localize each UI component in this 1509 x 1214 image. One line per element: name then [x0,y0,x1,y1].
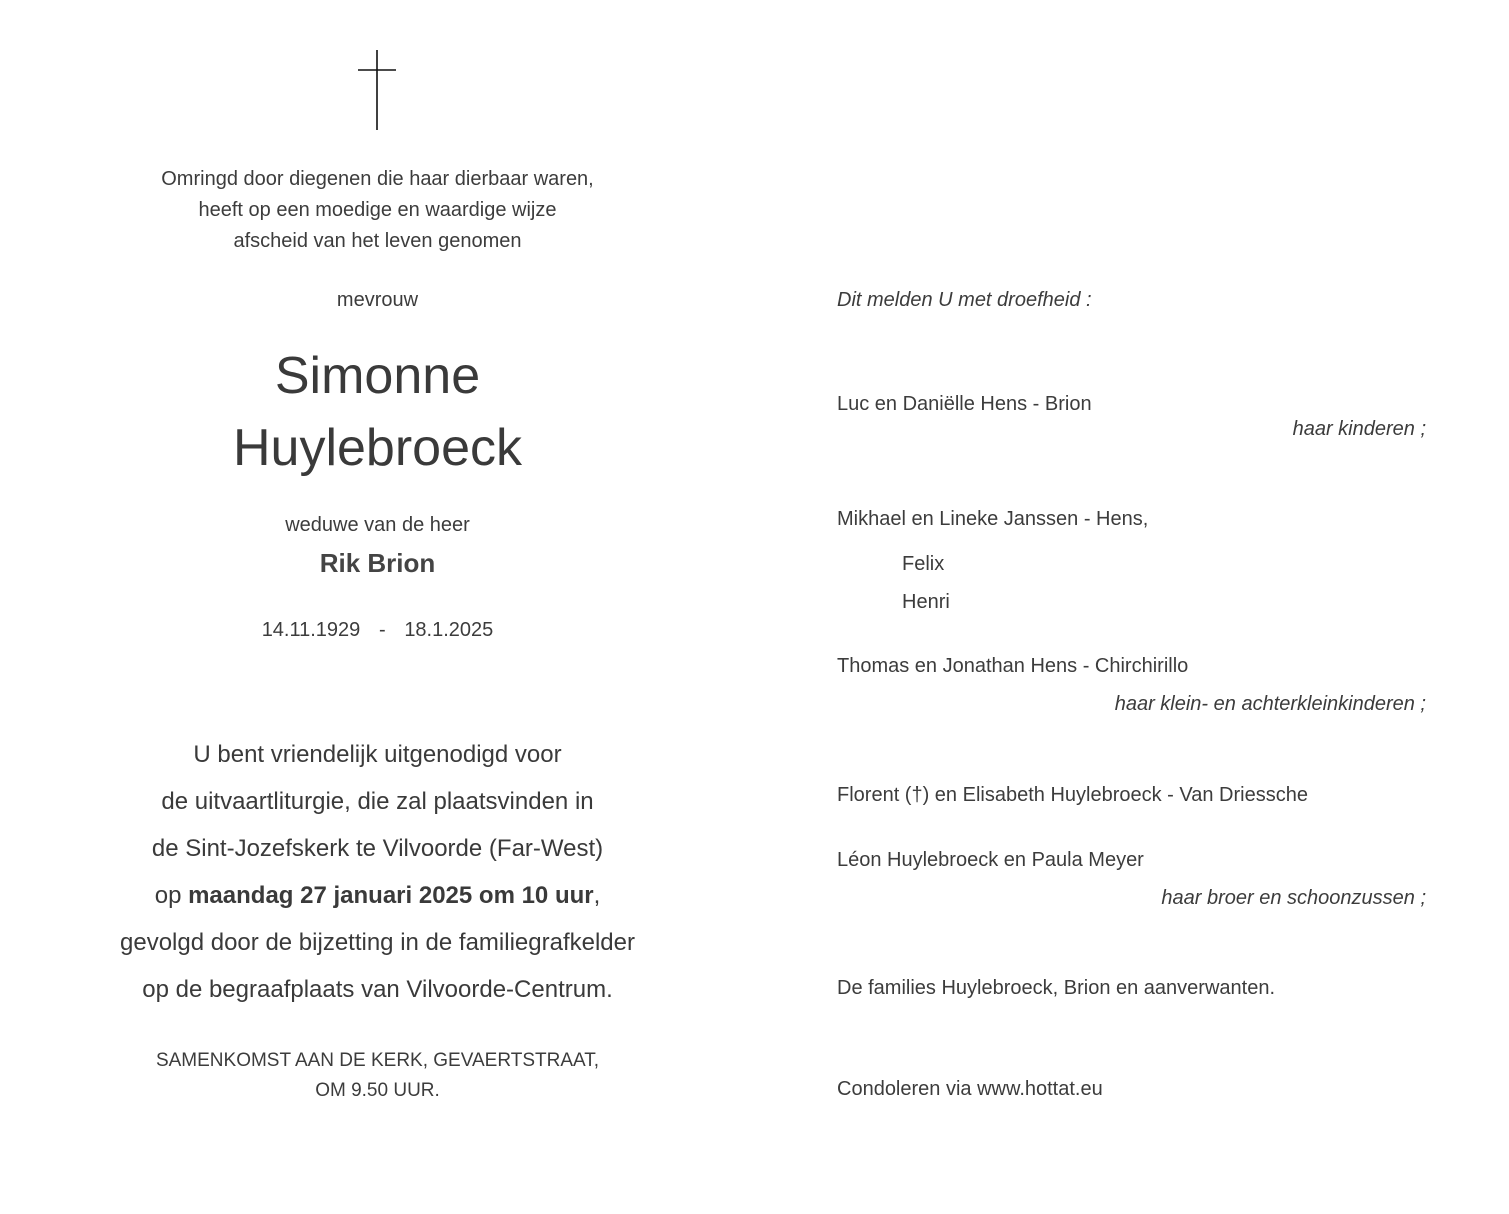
siblings-label: haar broer en schoonzussen ; [1161,887,1426,909]
children-label: haar kinderen ; [1292,418,1426,440]
last-name: Huylebroeck [232,419,523,477]
children-names: Luc en Daniëlle Hens - Brion [837,393,1092,415]
great-grandchild: Henri [902,591,950,613]
deceased-name [0,340,755,484]
intro-text [0,164,755,257]
families-line: De families Huylebroeck, Brion en aanverwanten. [837,977,1275,999]
invitation-line: op de begraafplaats van Vilvoorde-Centrum. [142,976,613,1003]
invitation-line: gevolgd door de bijzetting in de familiegrafkelder [120,929,635,956]
widow-of-label: weduwe van de heer [285,514,470,536]
intro-line: heeft op een moedige en waardige wijze [198,199,557,221]
sibling-line: Florent (†) en Elisabeth Huylebroeck - Van Driessche [837,784,1308,806]
honorific: mevrouw [336,289,419,311]
first-name: Simonne [274,347,481,405]
invitation-line: U bent vriendelijk uitgenodigd voor [193,741,562,768]
invitation-line: de uitvaartliturgie, die zal plaatsvinden in [161,788,594,815]
grandchild-line: Mikhael en Lineke Janssen - Hens, [837,508,1149,530]
grandchild-line: Thomas en Jonathan Hens - Chirchirillo [837,655,1189,677]
grandchildren-label: haar klein- en achterkleinkinderen ; [1114,693,1426,715]
cross-icon [357,50,397,130]
death-date: 18.1.2025 [404,619,494,641]
gathering-notice [0,1046,755,1106]
date-suffix: , [593,882,601,909]
life-dates [0,618,755,642]
invitation-line: de Sint-Jozefskerk te Vilvoorde (Far-West) [151,835,604,862]
family-heading: Dit melden U met droefheid : [837,289,1092,311]
intro-line: Omringd door diegenen die haar dierbaar waren, [161,168,594,190]
condolences-line: Condoleren via www.hottat.eu [837,1078,1103,1100]
date-prefix: op [154,882,189,909]
invitation-text [0,731,755,1013]
gathering-line: SAMENKOMST AAN DE KERK, GEVAERTSTRAAT, [155,1050,600,1071]
date-separator: - [378,619,386,641]
birth-date: 14.11.1929 [261,619,361,641]
gathering-line: OM 9.50 UUR. [315,1080,440,1101]
service-datetime: maandag 27 januari 2025 om 10 uur [188,882,594,909]
invitation-line-date [0,872,755,919]
great-grandchild: Felix [902,553,945,575]
intro-line: afscheid van het leven genomen [233,230,522,252]
spouse-name: Rik Brion [319,548,436,578]
sibling-line: Léon Huylebroeck en Paula Meyer [837,849,1144,871]
